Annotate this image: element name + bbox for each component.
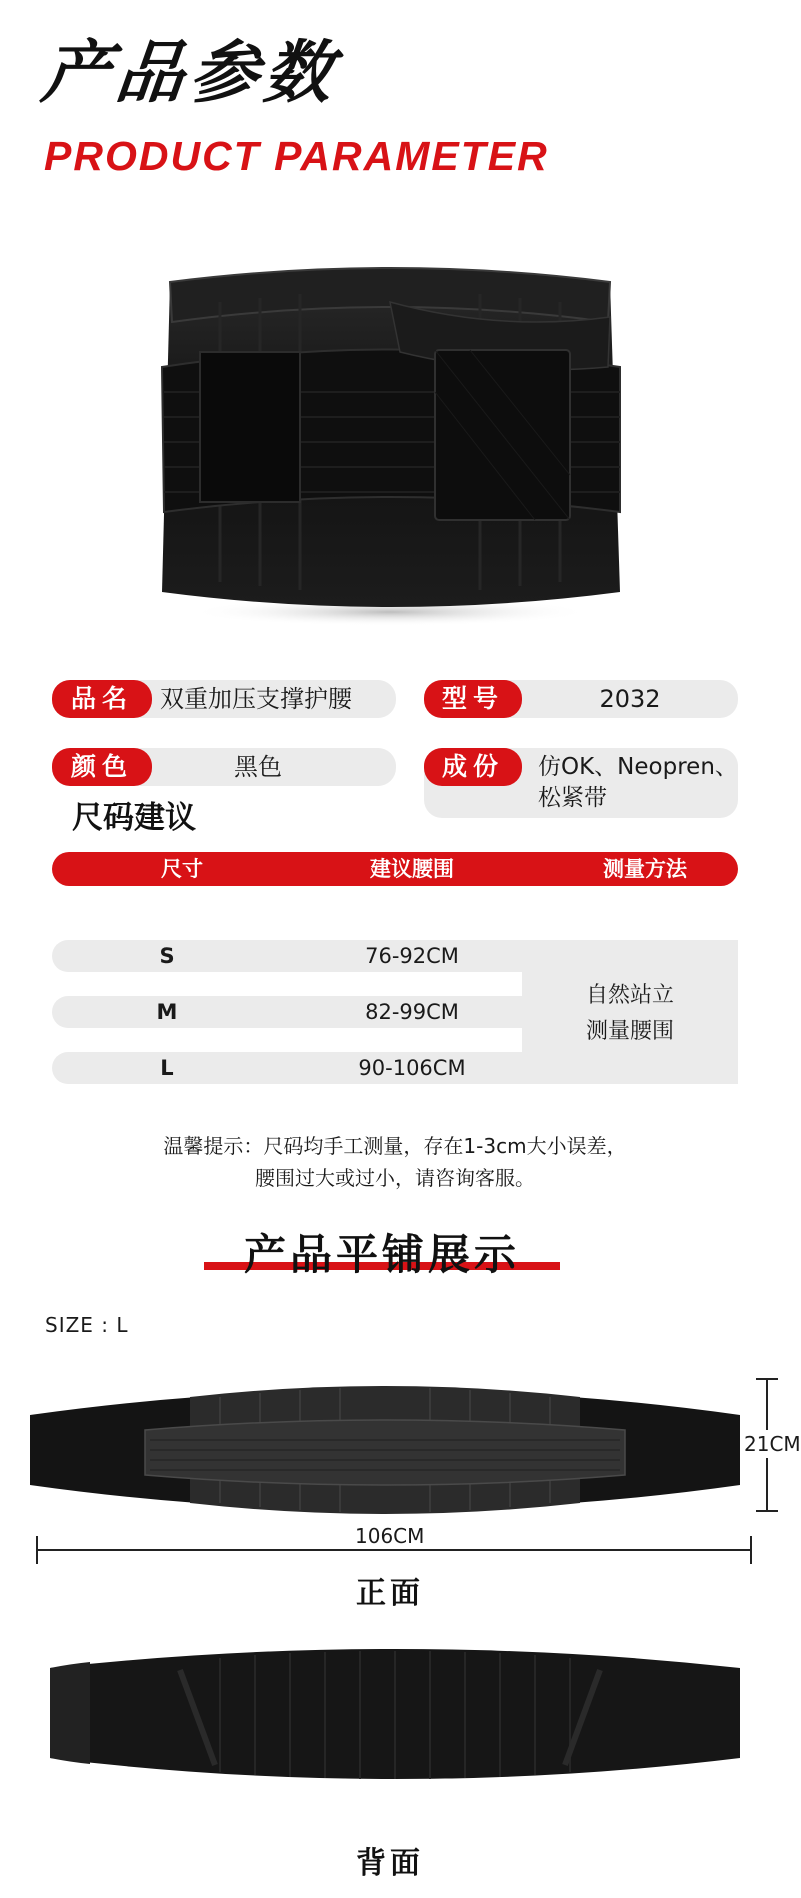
param-color-value: 黑色 [234,753,282,781]
waist-cell: 90-106CM [358,1056,466,1080]
size-section-title: 尺码建议 [72,800,196,836]
param-name-tag: 品名 [52,680,152,718]
table-row [52,996,522,1028]
param-name-value: 双重加压支撑护腰 [160,685,352,713]
table-row [52,940,522,972]
waist-cell: 82-99CM [365,1000,459,1024]
param-material-value [538,752,738,814]
tip-line2: 腰围过大或过小，请咨询客服。 [255,1166,535,1190]
page-subtitle: PRODUCT PARAMETER [44,133,549,179]
header-size: 尺寸 [161,857,203,881]
param-color-tag: 颜色 [52,748,152,786]
size-label: SIZE : L [45,1313,129,1337]
page-title: 产品参数 [37,34,343,113]
belt-back-image [40,1640,750,1790]
back-label: 背面 [356,1846,424,1881]
waist-cell: 76-92CM [365,944,459,968]
header-waist: 建议腰围 [370,857,454,881]
param-material-tag: 成份 [424,748,522,786]
product-photo [150,262,630,632]
method-line1: 自然站立 [585,983,674,1008]
width-dimension-label: 106CM [355,1524,425,1548]
param-model-tag: 型号 [424,680,522,718]
size-cell: M [156,1000,178,1024]
param-material-line2: 松紧带 [538,785,607,811]
front-label: 正面 [356,1576,424,1611]
height-dimension-label: 21CM [744,1432,801,1456]
param-model-value: 2032 [599,685,661,713]
size-table-header [52,852,738,886]
method-box [522,940,738,1084]
method-text [522,978,738,1050]
belt-front-image [20,1375,750,1525]
table-row [52,1052,522,1084]
size-cell: S [159,944,175,968]
param-material-line1: 仿OK、Neopren、 [538,754,738,780]
method-line2: 测量腰围 [585,1019,674,1044]
tip-line1: 温馨提示：尺码均手工测量，存在1-3cm大小误差， [163,1134,627,1158]
flat-section-title: 产品平铺展示 [244,1230,521,1279]
size-cell: L [160,1056,174,1080]
header-method: 测量方法 [603,857,687,881]
